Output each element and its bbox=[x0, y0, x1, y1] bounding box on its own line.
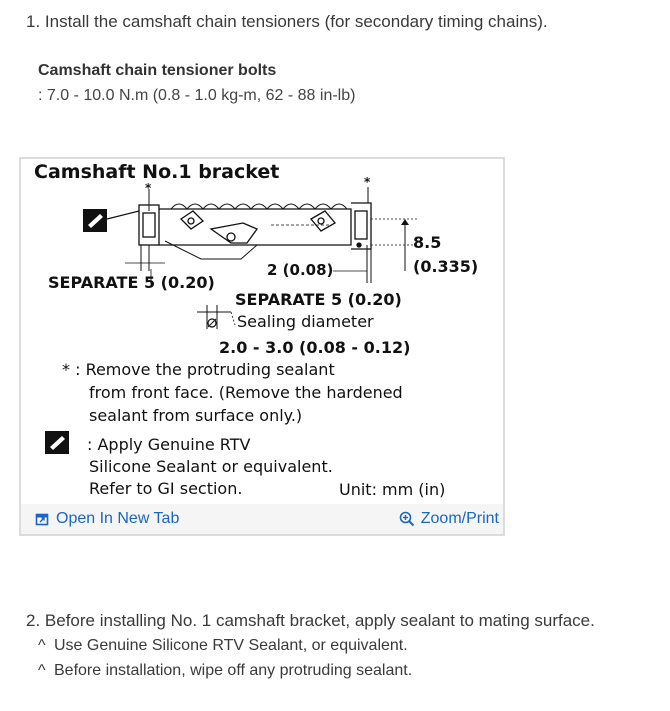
note-asterisk-line-1: * : Remove the protruding sealant bbox=[62, 360, 335, 379]
figure-footer bbox=[21, 504, 503, 534]
zoom-in-icon bbox=[399, 511, 415, 527]
open-new-tab-icon bbox=[35, 512, 50, 527]
rtv-sealant-note-icon bbox=[45, 431, 69, 454]
note-rtv-line-2: Silicone Sealant or equivalent. bbox=[89, 457, 333, 476]
bracket-body bbox=[139, 203, 371, 259]
step-1-text: 1. Install the camshaft chain tensioners (for secondary timing chains). bbox=[26, 12, 548, 31]
open-in-new-tab-label: Open In New Tab bbox=[56, 510, 180, 527]
note-rtv-line-3: Refer to GI section. bbox=[89, 479, 243, 498]
sealing-diameter-label: Sealing diameter bbox=[237, 312, 374, 331]
dimension-0-335: (0.335) bbox=[413, 257, 479, 276]
dimension-2: 2 (0.08) bbox=[267, 261, 334, 279]
note-asterisk-line-2: from front face. (Remove the hardened bbox=[89, 383, 403, 402]
sealing-range: 2.0 - 3.0 (0.08 - 0.12) bbox=[219, 338, 411, 357]
spec-title: Camshaft chain tensioner bolts bbox=[38, 62, 277, 79]
unit-label: Unit: mm (in) bbox=[339, 480, 446, 499]
bullet-text: Use Genuine Silicone RTV Sealant, or equivalent. bbox=[54, 637, 408, 654]
figure-frame bbox=[19, 157, 505, 536]
spec-value: : 7.0 - 10.0 N.m (0.8 - 1.0 kg-m, 62 - 88 in-lb) bbox=[38, 87, 356, 104]
bullet-marker: ^ bbox=[38, 662, 46, 679]
asterisk-right: * bbox=[364, 175, 371, 189]
note-rtv-line-1: : Apply Genuine RTV bbox=[87, 435, 251, 454]
separate-right: SEPARATE 5 (0.20) bbox=[235, 290, 402, 309]
dimension-8-5: 8.5 bbox=[413, 233, 442, 252]
bullet-marker: ^ bbox=[38, 637, 46, 654]
asterisk-left: * bbox=[145, 181, 152, 195]
open-in-new-tab-link[interactable] bbox=[35, 510, 179, 528]
separate-left: SEPARATE 5 (0.20) bbox=[48, 273, 215, 292]
zoom-print-link[interactable] bbox=[399, 510, 499, 528]
bullet-text: Before installation, wipe off any protruding sealant. bbox=[54, 662, 413, 679]
sealing-diameter-symbol bbox=[197, 305, 235, 329]
step-2-text: 2. Before installing No. 1 camshaft bracket, apply sealant to mating surface. bbox=[26, 611, 595, 630]
bullet-item bbox=[38, 662, 412, 680]
note-asterisk-line-3: sealant from surface only.) bbox=[89, 406, 303, 425]
bullet-item bbox=[38, 637, 408, 655]
zoom-print-label: Zoom/Print bbox=[420, 510, 499, 527]
rtv-sealant-icon bbox=[83, 209, 107, 232]
figure-title: Camshaft No.1 bracket bbox=[34, 161, 280, 183]
